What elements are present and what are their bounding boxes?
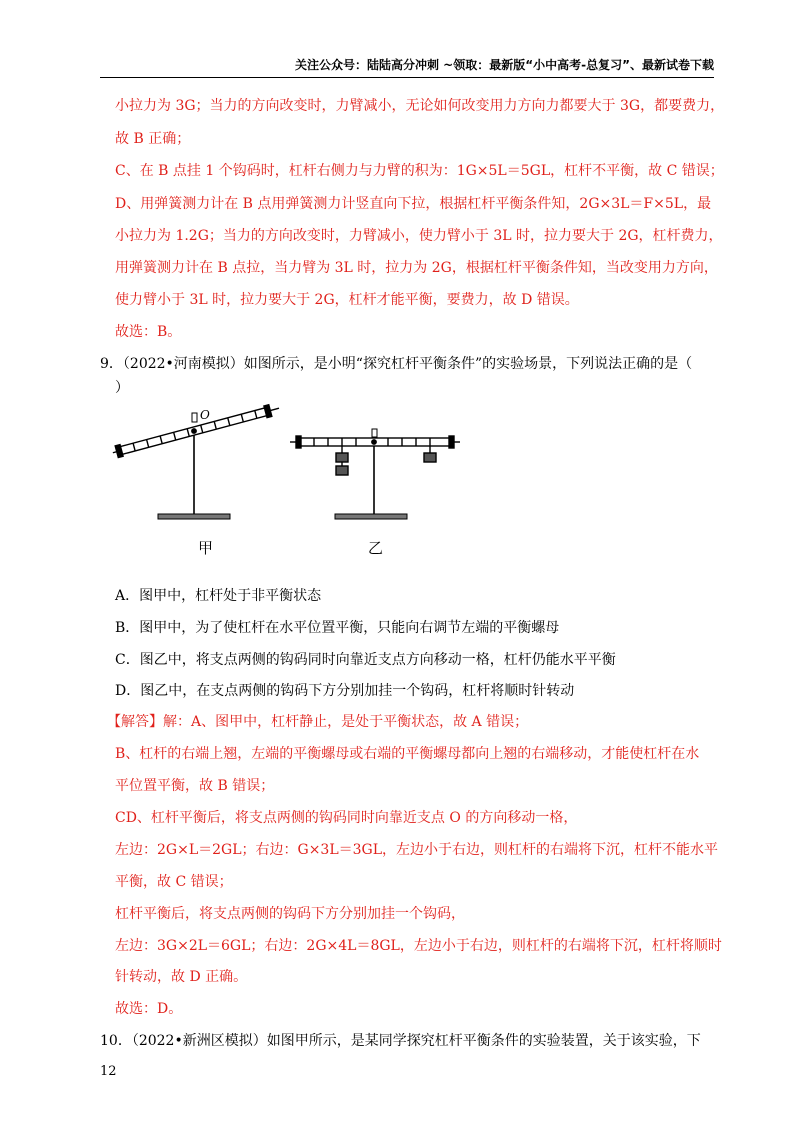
header-rule: [100, 77, 714, 78]
prev-solution-line: 使力臂小于 3L 时，拉力要大于 2G，杠杆才能平衡，要费力，故 D 错误。: [115, 292, 579, 308]
answer-final: 故选：D。: [115, 1001, 183, 1017]
option-a: A．图甲中，杠杆处于非平衡状态: [115, 588, 322, 604]
prev-solution-line: C、在 B 点挂 1 个钩码时，杠杆右侧力与力臂的积为：1G×5L＝5GL，杠杆不平衡，故 C 错误；: [115, 163, 724, 179]
answer-tag: 【解答】: [107, 714, 163, 730]
answer-line: 左边：3G×2L＝6GL；右边：2G×4L＝8GL，左边小于右边，则杠杆的右端将下沉，杠杆将顺时: [115, 938, 722, 954]
answer-line: 左边：2G×L＝2GL；右边：G×3L＝3GL，左边小于右边，则杠杆的右端将下沉，杠杆不能水平: [115, 842, 719, 858]
prev-solution-line: 小拉力为 3G；当力的方向改变时，力臂减小，无论如何改变用力方向力都要大于 3G，都要费力，: [115, 98, 725, 114]
prev-solution-line: 用弹簧测力计在 B 点拉，当力臂为 3L 时，拉力为 2G，根据杠杆平衡条件知，当改变用力方向，: [115, 260, 718, 276]
answer-line-first: [107, 712, 528, 732]
figure-label-jia: 甲: [198, 539, 214, 557]
option-d: D．图乙中，在支点两侧的钩码下方分别加挂一个钩码，杠杆将顺时针转动: [115, 683, 575, 699]
answer-line: 杠杆平衡后，将支点两侧的钩码下方分别加挂一个钩码，: [115, 906, 465, 922]
prev-solution-line: D、用弹簧测力计在 B 点用弹簧测力计竖直向下拉，根据杠杆平衡条件知，2G×3L＝F×5L，最: [115, 196, 712, 212]
option-c: C．图乙中，将支点两侧的钩码同时向靠近支点方向移动一格，杠杆仍能水平平衡: [115, 652, 616, 668]
figure-label-yi: 乙: [368, 539, 384, 557]
prev-solution-line: 小拉力为 1.2G；当力的方向改变时，力臂减小，使力臂小于 3L 时，拉力要大于 2G，杠杆费力，: [115, 228, 723, 244]
page-header: 关注公众号：陆陆高分冲刺 ~领取：最新版“小中高考-总复习”、最新试卷下载: [295, 58, 714, 72]
answer-line: 针转动，故 D 正确。: [115, 969, 248, 985]
answer-line: 平位置平衡，故 B 错误；: [115, 778, 275, 794]
prev-solution-final: 故选：B。: [115, 324, 182, 340]
answer-line: CD、杠杆平衡后，将支点两侧的钩码同时向靠近支点 O 的方向移动一格，: [115, 810, 578, 826]
answer-line: 平衡，故 C 错误；: [115, 874, 233, 890]
option-b: B．图甲中，为了使杠杆在水平位置平衡，只能向右调节左端的平衡螺母: [115, 620, 560, 636]
question-10-stem: 10．（2022•新洲区模拟）如图甲所示，是某同学探究杠杆平衡条件的实验装置，关于该实验，下: [100, 1033, 701, 1049]
lever-jia: [111, 402, 280, 519]
answer-text: 解：A、图甲中，杠杆静止，是处于平衡状态，故 A 错误；: [163, 714, 529, 730]
lever-yi: [290, 429, 460, 519]
question-9-stem-end: ）: [115, 380, 129, 396]
lever-figure: [110, 395, 480, 565]
prev-solution-line: 故 B 正确；: [115, 131, 191, 147]
answer-line: B、杠杆的右端上翘，左端的平衡螺母或右端的平衡螺母都向上翘的右端移动，才能使杠杆在水: [115, 746, 700, 762]
question-9-stem: 9．（2022•河南模拟）如图所示，是小明“探究杠杆平衡条件”的实验场景，下列说法正确的是（: [100, 356, 693, 372]
pivot-label: O: [200, 408, 210, 422]
lever-diagram: [110, 395, 480, 535]
page-number: 12: [100, 1064, 117, 1079]
